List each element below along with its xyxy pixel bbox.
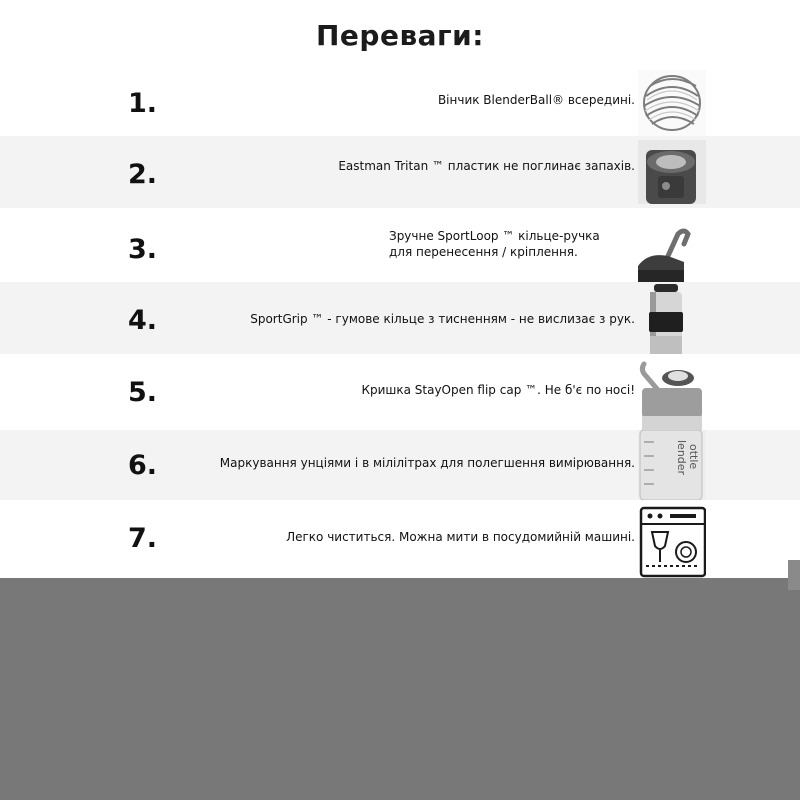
flip-cap-icon: [638, 360, 706, 430]
benefit-text: [389, 228, 600, 260]
bottle-lid-icon: [638, 140, 706, 204]
bottle-logo-text-1: lender: [675, 440, 688, 476]
benefit-text: Кришка StayOpen flip cap ™. Не б'є по носі!: [361, 383, 635, 397]
benefit-number: 6.: [128, 450, 158, 481]
page-title: Переваги:: [0, 0, 800, 70]
measurement-markings-icon: [638, 430, 706, 500]
benefit-text: Легко чиститься. Можна мити в посудомийній машині.: [286, 530, 635, 544]
benefit-row-3: [0, 208, 800, 282]
benefit-row-6: [0, 430, 800, 500]
benefit-row-5: [0, 354, 800, 430]
benefit-row-2: [0, 136, 800, 208]
benefit-text: Вінчик BlenderBall® всередині.: [437, 93, 635, 107]
benefit-text-line-2: для перенесення / кріплення.: [389, 245, 578, 259]
bottle-logo-text-2: ottle: [687, 444, 700, 470]
benefit-number: 3.: [128, 234, 158, 265]
benefit-text: Eastman Tritan ™ пластик не поглинає запахів.: [338, 159, 635, 173]
sportloop-handle-icon: [638, 226, 706, 282]
benefit-text: Маркування унціями і в мілілітрах для полегшення вимірювання.: [219, 456, 635, 470]
bottom-gray-area: [0, 578, 800, 800]
benefit-number: 7.: [128, 523, 158, 554]
benefit-number: 5.: [128, 377, 158, 408]
benefit-number: 1.: [128, 88, 158, 119]
edge-strip: [788, 560, 800, 590]
benefit-number: 2.: [128, 159, 158, 190]
whisk-ball-icon: [638, 70, 706, 136]
dishwasher-icon: [638, 506, 706, 578]
benefit-number: 4.: [128, 305, 158, 336]
sportgrip-bottle-icon: [638, 282, 706, 354]
benefit-text-line-1: Зручне SportLoop ™ кільце-ручка: [389, 229, 600, 243]
benefit-row-1: [0, 70, 800, 136]
benefit-row-7: [0, 500, 800, 578]
benefit-row-4: [0, 282, 800, 354]
benefit-text: SportGrip ™ - гумове кільце з тисненням - не вислизає з рук.: [250, 312, 635, 326]
